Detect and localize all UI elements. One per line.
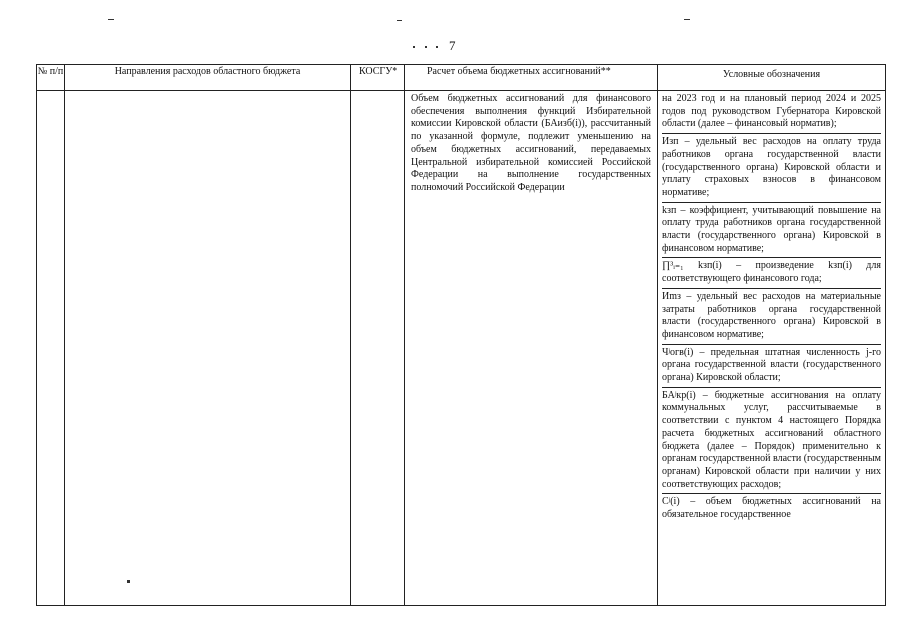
- legend-entry: БАʲкр(i) – бюджетные ассигнования на оплату коммунальных услуг, рассчитываемые в соответствии с пунктом 4 настоящего Порядка расчета бюджетных ассигнований областного бюджета (далее – Порядок) применительно к органам государственной власти (государственным органам) Кировской области при наличии у них соответствующих расходов;: [662, 387, 881, 494]
- scan-speck: [413, 46, 415, 48]
- legend-entry: Изп – удельный вес расходов на оплату труда работников органа государственной власти (государственного органа) Кировской области и уплату страховых взносов в финансовом нормативе;: [662, 133, 881, 202]
- legend-entry: Чʲогв(i) – предельная штатная численность j-го органа государственной власти (государственного органа) Кировской области;: [662, 344, 881, 387]
- legend-entry: Cʲ(i) – объем бюджетных ассигнований на обязательное государственное: [662, 493, 881, 523]
- legend-entry: Иmз – удельный вес расходов на материальные затраты работников органа государственной власти (государственного органа) Кировской в финансовом нормативе;: [662, 288, 881, 344]
- cell-num: [37, 91, 65, 606]
- scan-speck: [425, 46, 427, 48]
- header-directions: Направления расходов областного бюджета: [65, 65, 351, 91]
- scan-speck: [397, 20, 402, 21]
- header-num: № п/п: [37, 65, 65, 91]
- header-calc: Расчет объема бюджетных ассигнований**: [405, 65, 658, 91]
- scan-speck: [436, 46, 438, 48]
- cell-kosgu: [351, 91, 405, 606]
- cell-legend: [658, 91, 886, 606]
- scan-speck: [684, 19, 690, 20]
- cell-calc: Объем бюджетных ассигнований для финансового обеспечения выполнения функций Избирательной комиссии Кировской области (БАизб(i)), рассчитанный по указанной формуле, подлежит уменьшению на объем бюджетных ассигнований, передаваемых Центральной избирательной комиссией Российской Федерации на выполнение государственных полномочий Российской Федерации: [405, 91, 658, 606]
- header-kosgu: КОСГУ*: [351, 65, 405, 91]
- legend-entry: на 2023 год и на плановый период 2024 и 2025 годов под руководством Губернатора Кировской области (далее – финансовый норматив);: [662, 93, 881, 130]
- cell-directions: [65, 91, 351, 606]
- scan-speck: [108, 19, 114, 20]
- legend-entry: ∏³ᵢ₌₁ kзп(i) – произведение kзп(i) для соответствующего финансового года;: [662, 257, 881, 287]
- budget-table: [36, 64, 886, 606]
- legend-entry: kзп – коэффициент, учитывающий повышение на оплату труда работников органа государственной власти (государственного органа) Кировской в финансовом нормативе;: [662, 202, 881, 258]
- table-header-row: [37, 65, 886, 91]
- header-legend: Условные обозначения: [658, 65, 886, 91]
- table-row: [37, 91, 886, 606]
- page-number: 7: [449, 38, 456, 53]
